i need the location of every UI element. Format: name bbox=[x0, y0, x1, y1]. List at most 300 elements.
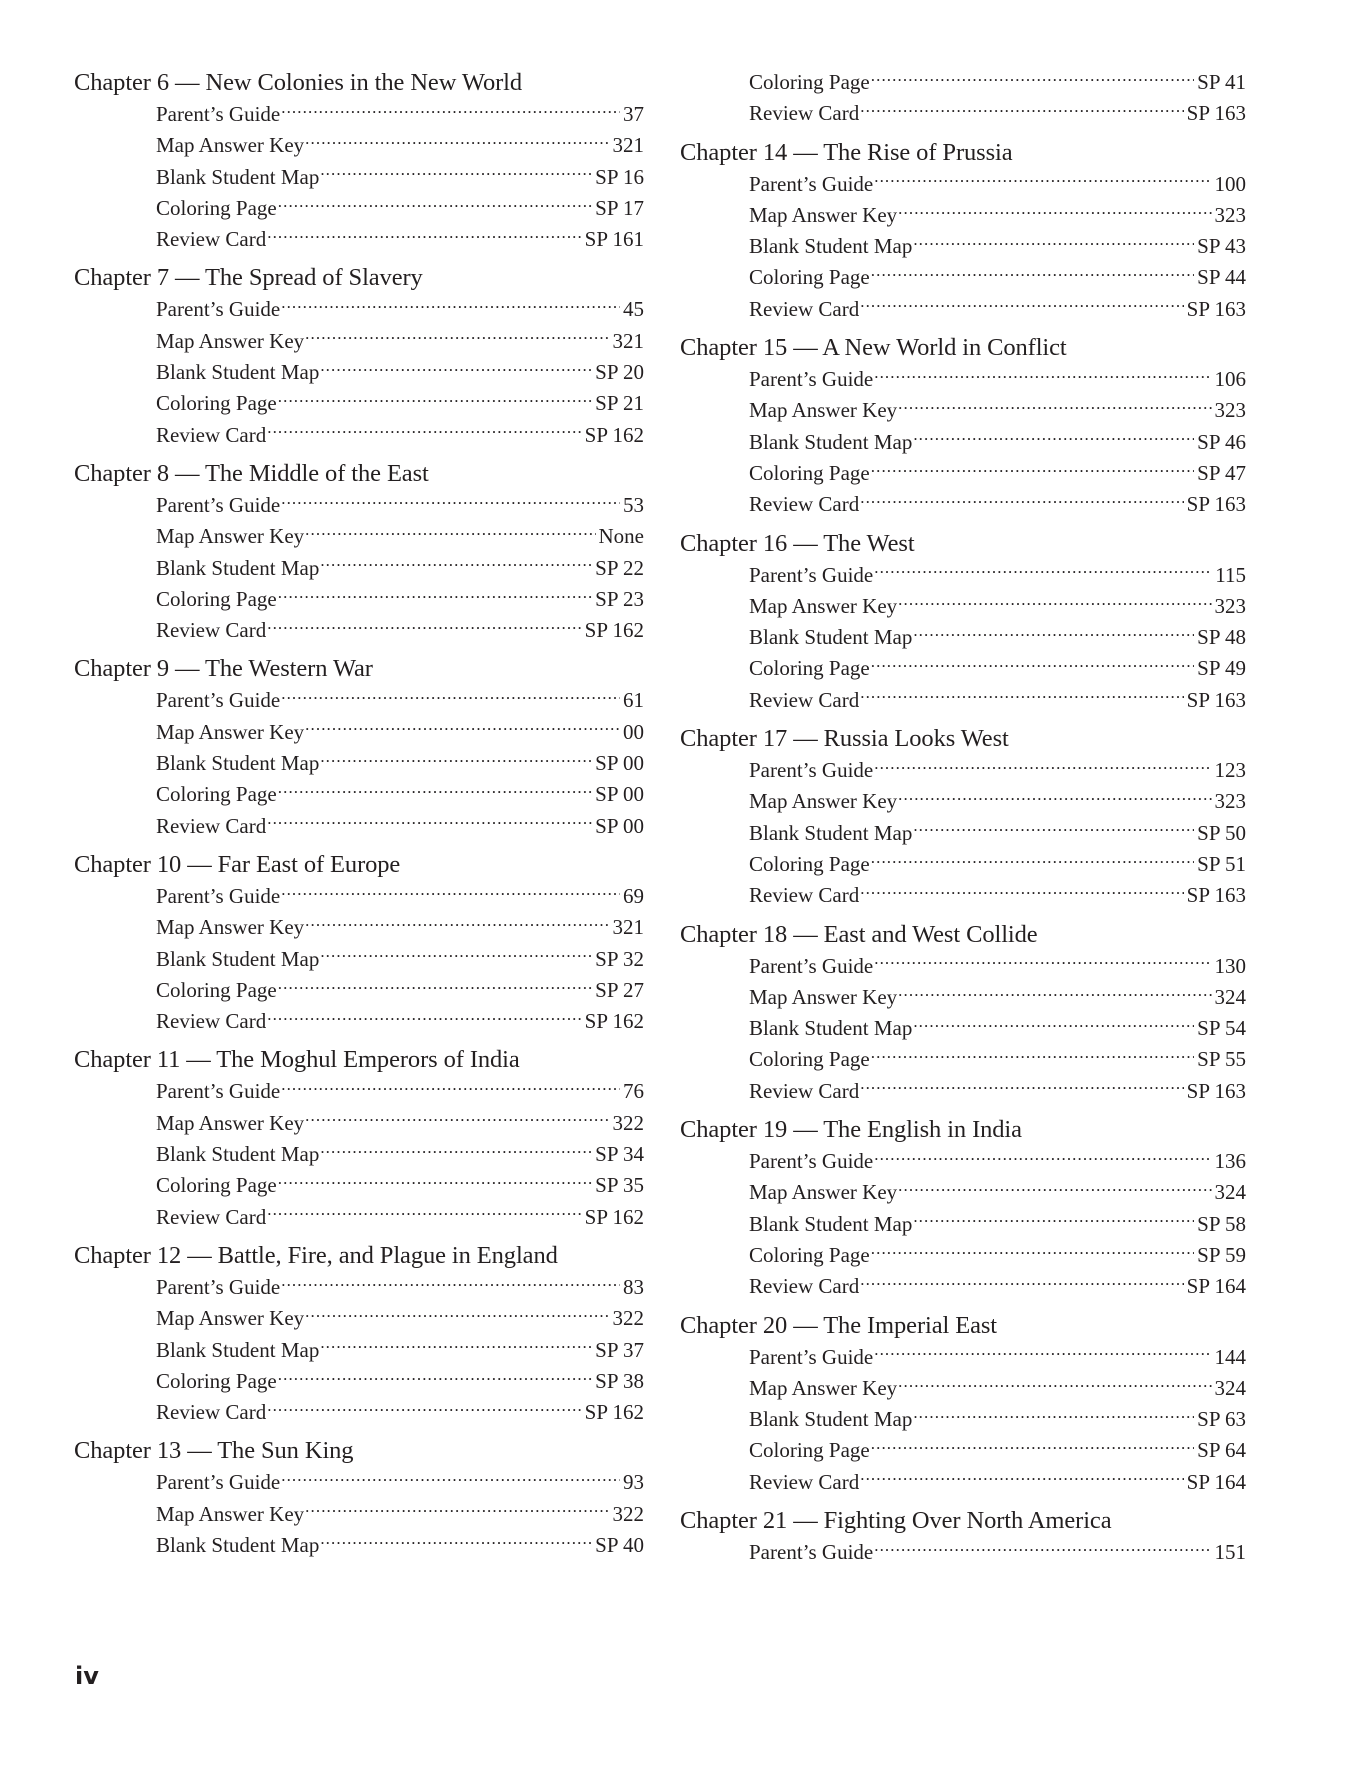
entry-label: Parent’s Guide bbox=[749, 1539, 874, 1564]
entry-page-number: 61 bbox=[623, 688, 644, 713]
entry-label: Map Answer Key bbox=[156, 719, 305, 744]
toc-entry[interactable] bbox=[156, 1366, 644, 1397]
dot-leader bbox=[281, 100, 620, 121]
dot-leader bbox=[305, 1500, 609, 1521]
toc-entry[interactable] bbox=[749, 818, 1246, 849]
entry-label: Map Answer Key bbox=[156, 524, 305, 549]
dot-leader bbox=[305, 131, 609, 152]
entry-page-number: SP 27 bbox=[595, 977, 644, 1002]
toc-entry[interactable] bbox=[156, 294, 644, 325]
toc-entry[interactable] bbox=[749, 786, 1246, 817]
entry-label: Coloring Page bbox=[749, 70, 870, 94]
entry-label: Map Answer Key bbox=[749, 398, 898, 423]
toc-entry[interactable] bbox=[749, 1537, 1246, 1568]
dot-leader bbox=[305, 522, 595, 543]
toc-entry[interactable] bbox=[749, 1404, 1246, 1435]
chapter-entries bbox=[156, 294, 644, 450]
entry-label: Blank Student Map bbox=[156, 555, 320, 580]
toc-entry[interactable] bbox=[749, 364, 1246, 395]
toc-entry[interactable] bbox=[749, 1271, 1246, 1302]
entry-page-number: SP 21 bbox=[595, 391, 644, 416]
toc-entry[interactable] bbox=[156, 130, 644, 161]
dot-leader bbox=[320, 749, 592, 770]
entry-page-number: SP 17 bbox=[595, 195, 644, 220]
entry-label: Blank Student Map bbox=[749, 234, 913, 259]
dot-leader bbox=[871, 1241, 1194, 1262]
entry-page-number: 324 bbox=[1214, 1180, 1246, 1205]
toc-entry[interactable] bbox=[156, 326, 644, 357]
entry-label: Parent’s Guide bbox=[156, 492, 281, 517]
dot-leader bbox=[305, 1109, 609, 1130]
entry-page-number: SP 00 bbox=[595, 782, 644, 807]
entry-label: Review Card bbox=[749, 1469, 860, 1494]
entry-page-number: SP 162 bbox=[584, 422, 644, 447]
chapter-heading[interactable]: Chapter 6 — New Colonies in the New World bbox=[74, 69, 523, 96]
toc-entry[interactable] bbox=[749, 1044, 1246, 1075]
toc-entry[interactable] bbox=[749, 1209, 1246, 1240]
toc-entry[interactable] bbox=[156, 162, 644, 193]
dot-leader bbox=[281, 686, 620, 707]
entry-page-number: 324 bbox=[1214, 984, 1246, 1009]
entry-label: Review Card bbox=[156, 1400, 267, 1425]
entry-page-number: 136 bbox=[1214, 1149, 1246, 1174]
dot-leader bbox=[898, 1178, 1211, 1199]
toc-entry[interactable] bbox=[749, 1342, 1246, 1373]
chapter-section bbox=[74, 261, 644, 450]
toc-entry[interactable] bbox=[749, 755, 1246, 786]
dot-leader bbox=[874, 952, 1211, 973]
toc-entry[interactable] bbox=[156, 1170, 644, 1201]
dot-leader bbox=[267, 1203, 581, 1224]
entry-page-number: 324 bbox=[1214, 1375, 1246, 1400]
dot-leader bbox=[860, 490, 1183, 511]
toc-entry[interactable] bbox=[156, 1202, 644, 1233]
toc-entry[interactable] bbox=[749, 622, 1246, 653]
entry-label: Blank Student Map bbox=[156, 751, 320, 776]
toc-entry[interactable] bbox=[749, 489, 1246, 520]
entry-page-number: SP 51 bbox=[1197, 851, 1246, 876]
chapter-section bbox=[74, 1043, 644, 1232]
entry-label: Review Card bbox=[749, 687, 860, 712]
entry-page-number: SP 43 bbox=[1197, 234, 1246, 259]
entry-label: Coloring Page bbox=[749, 1438, 870, 1463]
toc-entry[interactable] bbox=[749, 169, 1246, 200]
chapter-heading[interactable]: Chapter 9 — The Western War bbox=[74, 655, 373, 683]
entry-label: Review Card bbox=[749, 883, 860, 908]
dot-leader bbox=[860, 1272, 1183, 1293]
toc-entry[interactable] bbox=[156, 881, 644, 912]
entry-label: Parent’s Guide bbox=[156, 1470, 281, 1495]
dot-leader bbox=[267, 1007, 581, 1028]
entry-label: Map Answer Key bbox=[749, 202, 898, 227]
toc-entry[interactable] bbox=[156, 975, 644, 1006]
dot-leader bbox=[320, 1531, 592, 1552]
toc-entry[interactable] bbox=[156, 1335, 644, 1366]
toc-entry[interactable] bbox=[749, 1373, 1246, 1404]
dot-leader bbox=[898, 592, 1211, 613]
chapter-entries bbox=[749, 755, 1246, 911]
toc-entry[interactable] bbox=[156, 1076, 644, 1107]
entry-page-number: SP 162 bbox=[584, 1204, 644, 1229]
entry-page-number: 130 bbox=[1214, 953, 1246, 978]
entry-page-number: SP 50 bbox=[1197, 820, 1246, 845]
entry-label: Review Card bbox=[749, 296, 860, 321]
entry-label: Blank Student Map bbox=[749, 820, 913, 845]
dot-leader bbox=[320, 1336, 592, 1357]
chapter-heading[interactable]: Chapter 8 — The Middle of the East bbox=[74, 459, 429, 487]
entry-page-number: SP 46 bbox=[1197, 429, 1246, 454]
toc-entry[interactable] bbox=[156, 1108, 644, 1139]
entry-label: Parent’s Guide bbox=[749, 1344, 874, 1369]
page-number: iv bbox=[75, 1662, 99, 1690]
dot-leader bbox=[913, 1405, 1194, 1426]
entry-page-number: SP 163 bbox=[1186, 296, 1246, 321]
entry-page-number: 321 bbox=[612, 133, 644, 158]
entry-page-number: SP 16 bbox=[595, 164, 644, 189]
dot-leader bbox=[267, 616, 581, 637]
entry-page-number: 151 bbox=[1214, 1539, 1246, 1564]
chapter-heading[interactable]: Chapter 20 — The Imperial East bbox=[680, 1311, 997, 1339]
toc-entry[interactable] bbox=[749, 262, 1246, 293]
chapter-heading[interactable]: Chapter 7 — The Spread of Slavery bbox=[74, 264, 423, 292]
entry-label: Map Answer Key bbox=[749, 1180, 898, 1205]
entry-page-number: SP 163 bbox=[1186, 687, 1246, 712]
entry-page-number: SP 162 bbox=[584, 1009, 644, 1034]
toc-entry[interactable] bbox=[749, 1240, 1246, 1271]
entry-page-number: 322 bbox=[612, 1306, 644, 1331]
chapter-heading[interactable]: Chapter 16 — The West bbox=[680, 529, 915, 557]
entry-page-number: SP 59 bbox=[1197, 1242, 1246, 1267]
dot-leader bbox=[913, 623, 1194, 644]
entry-label: Parent’s Guide bbox=[156, 102, 281, 126]
entry-page-number: SP 163 bbox=[1186, 883, 1246, 908]
toc-entry[interactable] bbox=[156, 685, 644, 716]
entry-page-number: 106 bbox=[1214, 367, 1246, 392]
chapter-heading[interactable]: Chapter 13 — The Sun King bbox=[74, 1437, 354, 1465]
dot-leader bbox=[874, 1538, 1211, 1559]
toc-entry[interactable] bbox=[156, 1272, 644, 1303]
chapter-section bbox=[74, 66, 644, 255]
entry-label: Coloring Page bbox=[156, 1368, 277, 1393]
toc-entry[interactable] bbox=[156, 1006, 644, 1037]
entry-label: Review Card bbox=[749, 492, 860, 517]
dot-leader bbox=[871, 850, 1194, 871]
toc-entry[interactable] bbox=[156, 944, 644, 975]
toc-entry[interactable] bbox=[156, 1467, 644, 1498]
dot-leader bbox=[860, 295, 1183, 316]
dot-leader bbox=[898, 201, 1211, 222]
entry-page-number: SP 47 bbox=[1197, 460, 1246, 485]
toc-entry[interactable] bbox=[156, 521, 644, 552]
dot-leader bbox=[278, 780, 592, 801]
chapter-section bbox=[74, 1434, 644, 1561]
chapter-heading[interactable]: Chapter 18 — East and West Collide bbox=[680, 920, 1038, 948]
entry-label: Parent’s Guide bbox=[156, 297, 281, 322]
toc-entry[interactable] bbox=[156, 1530, 644, 1561]
entry-page-number: 323 bbox=[1214, 789, 1246, 814]
entry-page-number: SP 00 bbox=[595, 751, 644, 776]
entry-page-number: SP 32 bbox=[595, 946, 644, 971]
entry-page-number: SP 38 bbox=[595, 1368, 644, 1393]
toc-entry[interactable] bbox=[156, 615, 644, 646]
dot-leader bbox=[278, 194, 592, 215]
entry-label: Map Answer Key bbox=[156, 133, 305, 158]
entry-page-number: 321 bbox=[612, 328, 644, 353]
entry-page-number: SP 00 bbox=[595, 813, 644, 838]
entry-label: Review Card bbox=[156, 227, 267, 252]
toc-entry[interactable] bbox=[156, 779, 644, 810]
entry-page-number: 123 bbox=[1214, 758, 1246, 783]
entry-label: Coloring Page bbox=[749, 1047, 870, 1072]
entry-page-number: SP 40 bbox=[595, 1532, 644, 1557]
entry-label: Review Card bbox=[156, 1009, 267, 1034]
entry-label: Review Card bbox=[156, 1204, 267, 1229]
entry-page-number: SP 22 bbox=[595, 555, 644, 580]
entry-label: Map Answer Key bbox=[156, 328, 305, 353]
toc-entry[interactable] bbox=[749, 200, 1246, 231]
entry-page-number: SP 164 bbox=[1186, 1274, 1246, 1299]
entry-label: Coloring Page bbox=[156, 782, 277, 807]
chapter-heading[interactable]: Chapter 15 — A New World in Conflict bbox=[680, 334, 1067, 362]
dot-leader bbox=[871, 654, 1194, 675]
dot-leader bbox=[874, 365, 1211, 386]
toc-entry[interactable] bbox=[749, 685, 1246, 716]
dot-leader bbox=[874, 756, 1211, 777]
chapter-entries bbox=[156, 1467, 644, 1561]
toc-entry[interactable] bbox=[156, 224, 644, 255]
dot-leader bbox=[281, 491, 620, 512]
toc-entry[interactable] bbox=[749, 231, 1246, 262]
chapter-entries bbox=[156, 1272, 644, 1428]
chapter-entries bbox=[749, 169, 1246, 325]
chapter-heading[interactable]: Chapter 17 — Russia Looks West bbox=[680, 725, 1009, 753]
chapter-section bbox=[680, 722, 1246, 911]
entry-page-number: 83 bbox=[623, 1274, 644, 1299]
chapter-entries bbox=[749, 951, 1246, 1107]
chapter-section bbox=[680, 1504, 1246, 1568]
chapter-section bbox=[680, 136, 1246, 325]
toc-entry[interactable] bbox=[749, 1177, 1246, 1208]
toc-entry[interactable] bbox=[749, 1467, 1246, 1498]
dot-leader bbox=[860, 686, 1183, 707]
entry-label: Review Card bbox=[156, 422, 267, 447]
chapter-heading[interactable]: Chapter 21 — Fighting Over North America bbox=[680, 1506, 1112, 1534]
chapter-entries bbox=[749, 364, 1246, 520]
dot-leader bbox=[913, 1210, 1194, 1231]
dot-leader bbox=[913, 232, 1194, 253]
dot-leader bbox=[281, 1273, 620, 1294]
chapter-section bbox=[74, 457, 644, 646]
chapter-section bbox=[680, 918, 1246, 1107]
entry-label: Parent’s Guide bbox=[749, 562, 874, 587]
entry-label: Parent’s Guide bbox=[749, 953, 874, 978]
entry-page-number: SP 48 bbox=[1197, 625, 1246, 650]
entry-page-number: SP 37 bbox=[595, 1337, 644, 1362]
toc-entry[interactable] bbox=[156, 1139, 644, 1170]
entry-page-number: 323 bbox=[1214, 398, 1246, 423]
entry-page-number: SP 34 bbox=[595, 1142, 644, 1167]
entry-label: Blank Student Map bbox=[156, 360, 320, 385]
toc-entry[interactable] bbox=[749, 951, 1246, 982]
entry-page-number: SP 164 bbox=[1186, 1469, 1246, 1494]
entry-page-number: 322 bbox=[612, 1110, 644, 1135]
toc-entry[interactable] bbox=[156, 1499, 644, 1530]
entry-label: Blank Student Map bbox=[749, 1016, 913, 1041]
toc-entry[interactable] bbox=[156, 99, 644, 130]
chapter-heading[interactable]: Chapter 10 — Far East of Europe bbox=[74, 850, 401, 878]
toc-entry[interactable] bbox=[156, 357, 644, 388]
entry-label: Coloring Page bbox=[156, 195, 277, 220]
toc-entry[interactable] bbox=[749, 880, 1246, 911]
entry-page-number: SP 41 bbox=[1197, 70, 1246, 94]
entry-page-number: SP 55 bbox=[1197, 1047, 1246, 1072]
entry-label: Blank Student Map bbox=[156, 946, 320, 971]
toc-entry[interactable] bbox=[156, 717, 644, 748]
toc-entry[interactable] bbox=[749, 427, 1246, 458]
entry-label: Parent’s Guide bbox=[156, 883, 281, 908]
chapter-section bbox=[680, 1309, 1246, 1498]
toc-entry[interactable] bbox=[749, 98, 1246, 129]
entry-label: Map Answer Key bbox=[156, 1110, 305, 1135]
entry-label: Review Card bbox=[749, 1274, 860, 1299]
entry-page-number: SP 58 bbox=[1197, 1211, 1246, 1236]
toc-entry[interactable] bbox=[156, 420, 644, 451]
dot-leader bbox=[871, 459, 1194, 480]
toc-entry[interactable] bbox=[156, 388, 644, 419]
toc-entry[interactable] bbox=[749, 1076, 1246, 1107]
dot-leader bbox=[320, 358, 592, 379]
toc-entry[interactable] bbox=[749, 849, 1246, 880]
dot-leader bbox=[860, 881, 1183, 902]
entry-label: Coloring Page bbox=[749, 1242, 870, 1267]
dot-leader bbox=[278, 389, 592, 410]
toc-entry[interactable] bbox=[749, 1435, 1246, 1466]
entry-label: Map Answer Key bbox=[156, 915, 305, 940]
dot-leader bbox=[320, 554, 592, 575]
dot-leader bbox=[913, 819, 1194, 840]
dot-leader bbox=[278, 1171, 592, 1192]
chapter-section bbox=[74, 848, 644, 1037]
chapter-heading[interactable]: Chapter 14 — The Rise of Prussia bbox=[680, 138, 1013, 166]
entry-page-number: 37 bbox=[623, 102, 644, 126]
entry-label: Blank Student Map bbox=[156, 164, 320, 189]
toc-entry[interactable] bbox=[156, 748, 644, 779]
toc-right-column bbox=[680, 67, 1246, 1574]
chapter-heading[interactable]: Chapter 11 — The Moghul Emperors of India bbox=[74, 1046, 520, 1074]
toc-entry[interactable] bbox=[156, 553, 644, 584]
entry-label: Review Card bbox=[156, 618, 267, 643]
entry-page-number: 53 bbox=[623, 492, 644, 517]
dot-leader bbox=[898, 1374, 1211, 1395]
chapter-section bbox=[74, 652, 644, 841]
toc-entry[interactable] bbox=[156, 584, 644, 615]
entry-page-number: SP 44 bbox=[1197, 265, 1246, 290]
toc-entry[interactable] bbox=[156, 193, 644, 224]
entry-page-number: SP 163 bbox=[1186, 1078, 1246, 1103]
toc-entry[interactable] bbox=[749, 1013, 1246, 1044]
dot-leader bbox=[278, 585, 592, 606]
dot-leader bbox=[860, 1077, 1183, 1098]
chapter-13-continued-entries bbox=[749, 67, 1246, 130]
chapter-entries bbox=[749, 560, 1246, 716]
dot-leader bbox=[913, 1014, 1194, 1035]
dot-leader bbox=[281, 295, 620, 316]
chapter-section bbox=[680, 527, 1246, 716]
dot-leader bbox=[320, 945, 592, 966]
dot-leader bbox=[281, 882, 620, 903]
entry-page-number: 45 bbox=[623, 297, 644, 322]
entry-label: Parent’s Guide bbox=[156, 1079, 281, 1104]
chapter-entries bbox=[749, 1537, 1246, 1568]
entry-label: Coloring Page bbox=[749, 460, 870, 485]
toc-entry[interactable] bbox=[749, 591, 1246, 622]
entry-label: Blank Student Map bbox=[749, 1407, 913, 1432]
entry-page-number: 100 bbox=[1214, 171, 1246, 196]
toc-entry[interactable] bbox=[749, 395, 1246, 426]
chapter-section bbox=[680, 1113, 1246, 1302]
dot-leader bbox=[267, 225, 581, 246]
entry-page-number: None bbox=[598, 524, 644, 549]
dot-leader bbox=[871, 1045, 1194, 1066]
entry-label: Blank Student Map bbox=[156, 1532, 320, 1557]
dot-leader bbox=[860, 1468, 1183, 1489]
entry-page-number: SP 23 bbox=[595, 586, 644, 611]
toc-entry[interactable] bbox=[749, 294, 1246, 325]
dot-leader bbox=[874, 561, 1212, 582]
toc-entry[interactable] bbox=[749, 982, 1246, 1013]
toc-left-column bbox=[74, 66, 644, 1567]
entry-page-number: 323 bbox=[1214, 593, 1246, 618]
dot-leader bbox=[278, 1367, 592, 1388]
entry-label: Blank Student Map bbox=[749, 429, 913, 454]
toc-entry[interactable] bbox=[749, 560, 1246, 591]
entry-label: Coloring Page bbox=[749, 656, 870, 681]
dot-leader bbox=[305, 718, 620, 739]
toc-entry[interactable] bbox=[749, 653, 1246, 684]
entry-label: Blank Student Map bbox=[156, 1142, 320, 1167]
entry-page-number: 93 bbox=[623, 1470, 644, 1495]
toc-entry[interactable] bbox=[156, 490, 644, 521]
entry-page-number: 144 bbox=[1214, 1344, 1246, 1369]
entry-label: Map Answer Key bbox=[749, 789, 898, 814]
dot-leader bbox=[874, 170, 1211, 191]
entry-label: Parent’s Guide bbox=[749, 758, 874, 783]
entry-page-number: 00 bbox=[623, 719, 644, 744]
chapter-heading[interactable]: Chapter 19 — The English in India bbox=[680, 1116, 1022, 1144]
chapter-section bbox=[680, 331, 1246, 520]
toc-entry[interactable] bbox=[156, 811, 644, 842]
toc-entry[interactable] bbox=[156, 1303, 644, 1334]
entry-label: Parent’s Guide bbox=[749, 367, 874, 392]
entry-page-number: SP 54 bbox=[1197, 1016, 1246, 1041]
toc-entry[interactable] bbox=[156, 912, 644, 943]
dot-leader bbox=[871, 1436, 1194, 1457]
dot-leader bbox=[305, 327, 609, 348]
entry-page-number: 76 bbox=[623, 1079, 644, 1104]
toc-entry[interactable] bbox=[749, 458, 1246, 489]
toc-entry[interactable] bbox=[749, 67, 1246, 98]
chapter-heading[interactable]: Chapter 12 — Battle, Fire, and Plague in England bbox=[74, 1241, 558, 1269]
dot-leader bbox=[874, 1343, 1211, 1364]
toc-entry[interactable] bbox=[749, 1146, 1246, 1177]
entry-label: Parent’s Guide bbox=[749, 1149, 874, 1174]
chapter-entries bbox=[156, 99, 644, 255]
dot-leader bbox=[267, 812, 592, 833]
toc-entry[interactable] bbox=[156, 1397, 644, 1428]
entry-label: Parent’s Guide bbox=[749, 171, 874, 196]
entry-label: Review Card bbox=[749, 101, 860, 126]
entry-label: Review Card bbox=[749, 1078, 860, 1103]
